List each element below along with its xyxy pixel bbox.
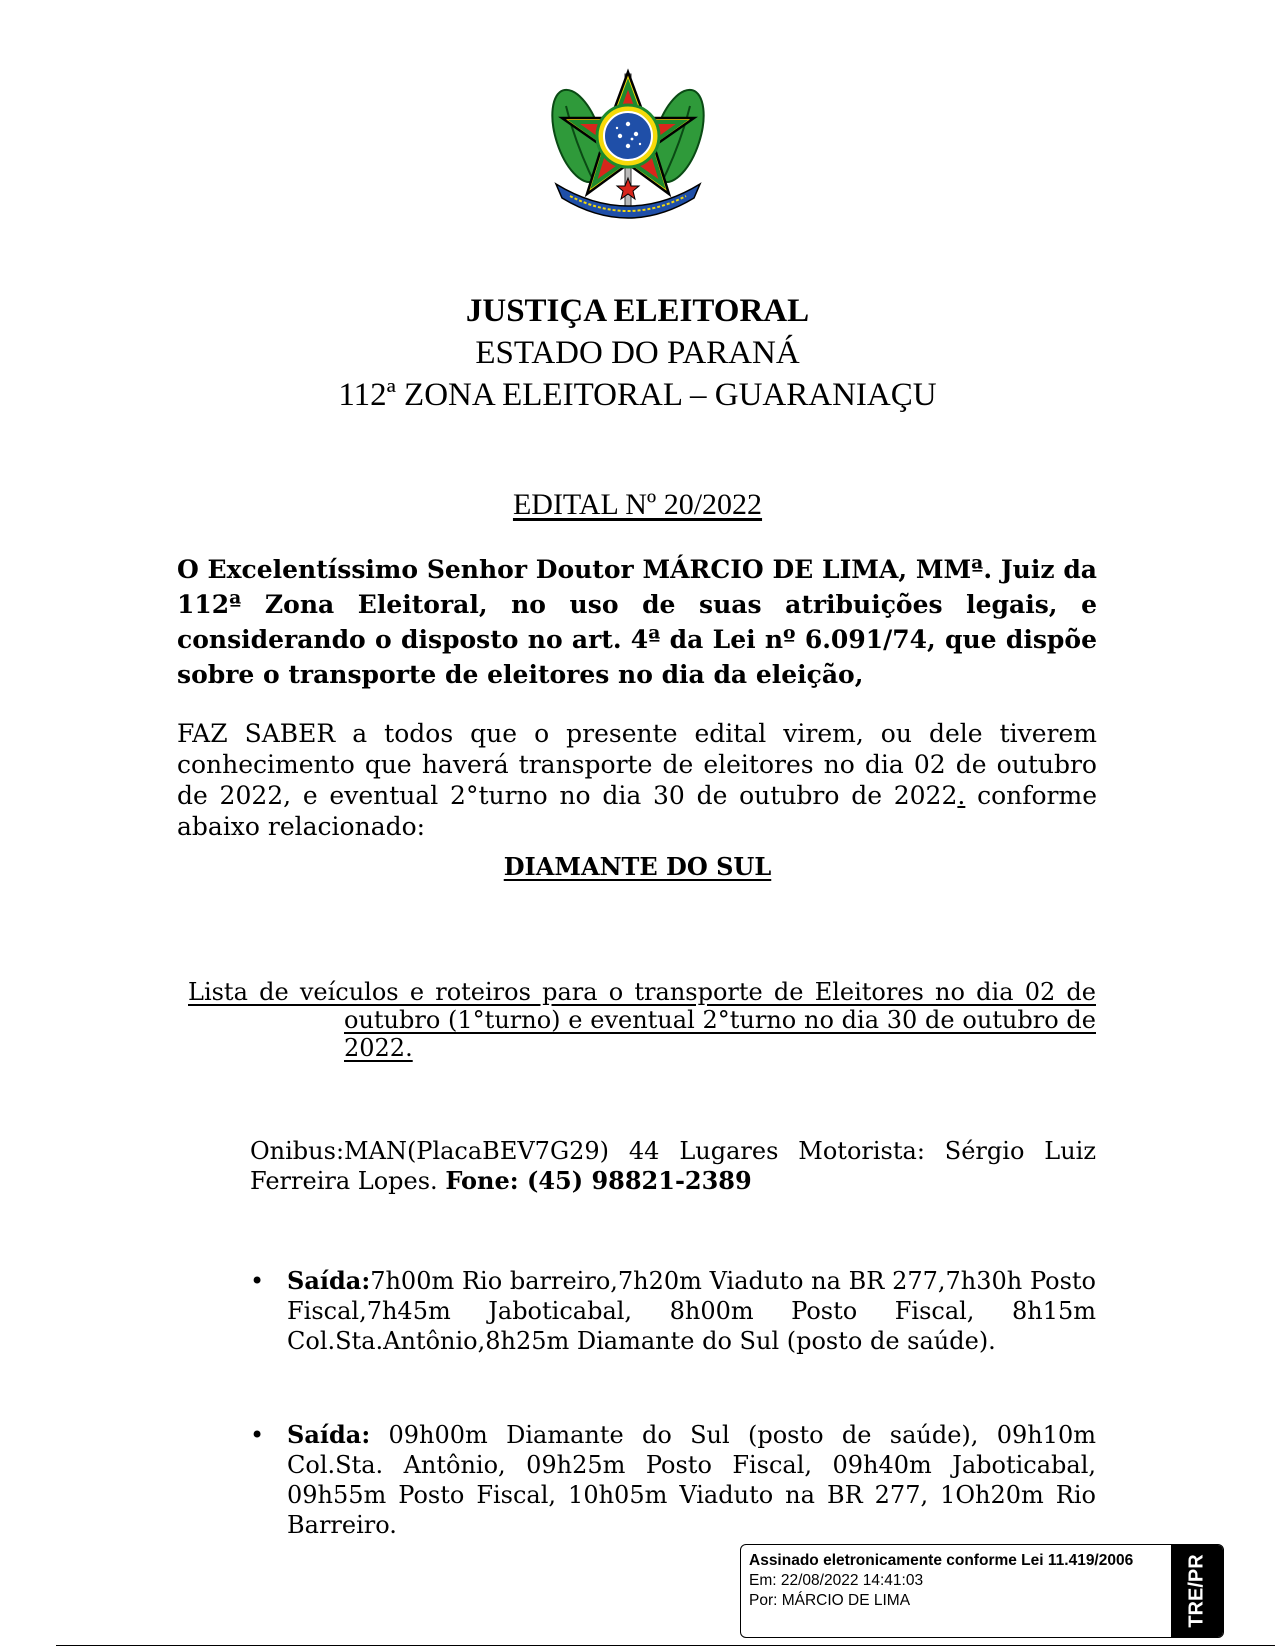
faz-saber-text-1: FAZ SABER a todos que o presente edital virem, ou dele tiverem conhecimento que haverá transporte de eleitores no dia 02 de outubro de 2022, e eventual 2°turno no dia 30 de outubro de 2022 [177, 719, 1097, 810]
signature-date-line: Em: 22/08/2022 14:41:03 [749, 1572, 924, 1589]
signature-law-line: Assinado eletronicamente conforme Lei 11.419/2006 [749, 1552, 1134, 1569]
roteiro-schedule: 7h00m Rio barreiro,7h20m Viaduto na BR 277,7h30h Posto Fiscal,7h45m Jaboticabal, 8h00m Posto Fiscal, 8h15m Col.Sta.Antônio,8h25m Diamante do Sul (posto de saúde). [287, 1267, 1096, 1355]
footer-rule [56, 1645, 1275, 1646]
signature-signer-line: Por: MÁRCIO DE LIMA [749, 1592, 911, 1609]
document-header [0, 290, 1275, 416]
roteiro-schedule: 09h00m Diamante do Sul (posto de saúde), 09h10m Col.Sta. Antônio, 09h25m Posto Fiscal, 09h40m Jaboticabal, 09h55m Posto Fiscal, 10h05m Viaduto na BR 277, 1Oh20m Rio Barreiro. [287, 1421, 1096, 1539]
vehicle-phone: Fone: (45) 98821-2389 [445, 1166, 752, 1195]
faz-saber-text-2: conforme abaixo relacionado: [177, 781, 1097, 841]
signature-lines [749, 1551, 1169, 1611]
header-justica-eleitoral: JUSTIÇA ELEITORAL [465, 293, 810, 329]
roteiro-label: Saída: [287, 1420, 371, 1449]
lista-veiculos-title: Lista de veículos e roteiros para o transporte de Eleitores no dia 02 de outubro (1°turno) e eventual 2°turno no dia 30 de outubro de 2022. [188, 978, 1096, 1062]
municipio-heading [0, 852, 1275, 881]
bullet-icon: • [250, 1267, 265, 1295]
tre-pr-tag-text: TRE/PR [1185, 1554, 1208, 1628]
edital-title-text: EDITAL Nº 20/2022 [512, 488, 763, 521]
roteiro-text [287, 1266, 1096, 1356]
vehicle-details: Onibus:MAN(PlacaBEV7G29) 44 Lugares Motorista: Sérgio Luiz Ferreira Lopes. [250, 1137, 1096, 1195]
roteiro-text [287, 1420, 1096, 1540]
brasao-republica-emblem [548, 66, 708, 231]
vehicle-description [250, 1136, 1096, 1196]
header-zona-eleitoral: 112ª ZONA ELEITORAL – GUARANIAÇU [338, 377, 937, 413]
bullet-icon: • [250, 1421, 265, 1449]
faz-saber-paragraph [177, 718, 1097, 842]
electronic-signature-stamp [740, 1544, 1224, 1638]
constellation-disc-icon [604, 112, 652, 160]
edital-title [0, 488, 1275, 522]
faz-saber-underlined-dot: . [957, 781, 966, 810]
municipio-heading-text: DIAMANTE DO SUL [503, 852, 772, 881]
tre-pr-tag [1171, 1545, 1223, 1637]
roteiro-label: Saída: [287, 1266, 371, 1295]
edital-intro-paragraph: O Excelentíssimo Senhor Doutor MÁRCIO DE LIMA, MMª. Juiz da 112ª Zona Eleitoral, no uso de suas atribuições legais, e considerando o disposto no art. 4ª da Lei nº 6.091/74, que dispõe sobre o transporte de eleitores no dia da eleição, [177, 555, 1097, 689]
header-estado: ESTADO DO PARANÁ [475, 335, 800, 371]
